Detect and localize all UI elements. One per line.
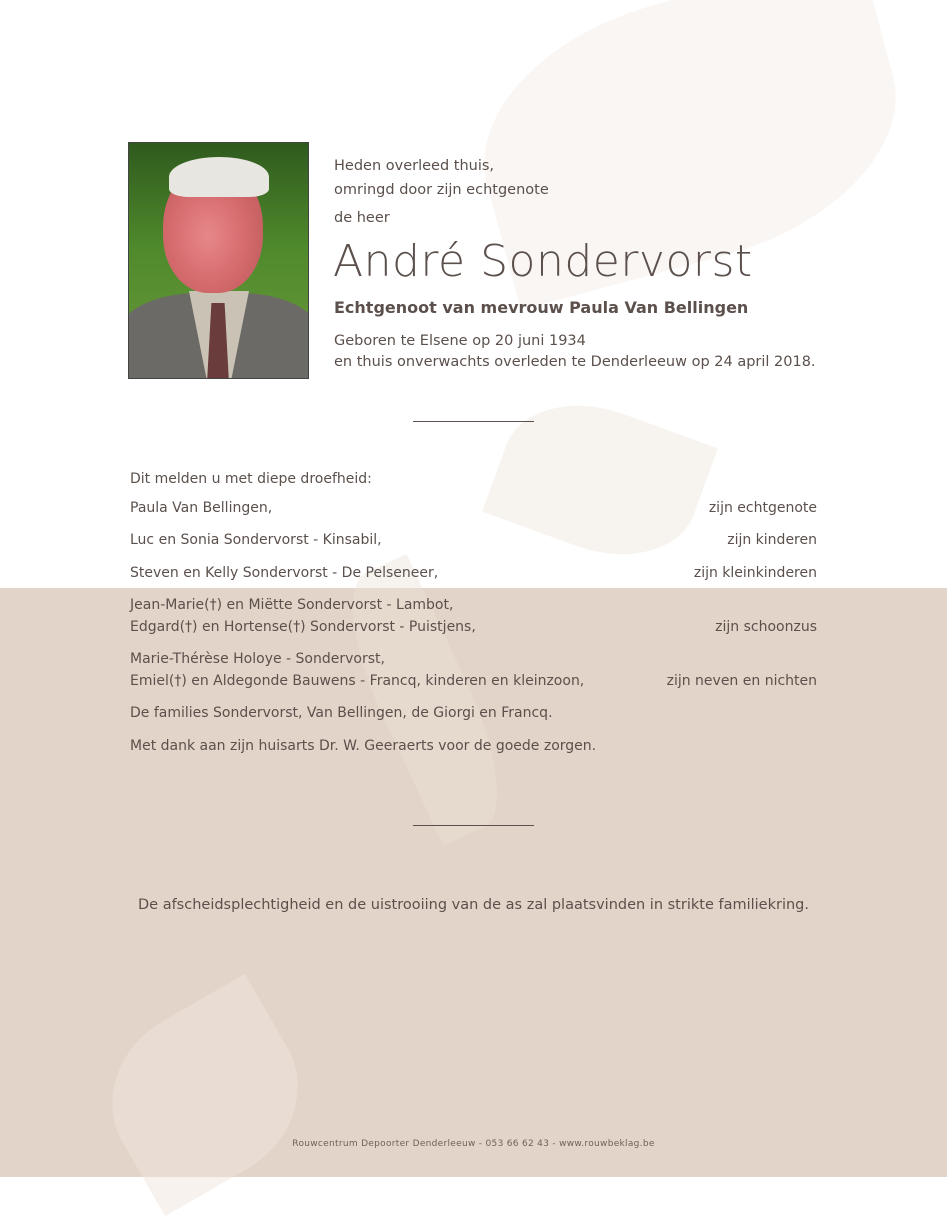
family-names: Luc en Sonia Sondervorst - Kinsabil, bbox=[130, 532, 382, 548]
family-relation: zijn schoonzus bbox=[715, 619, 817, 635]
family-relation: zijn kinderen bbox=[727, 532, 817, 548]
portrait-photo bbox=[128, 142, 309, 379]
death-line: en thuis onverwachts overleden te Denderleeuw op 24 april 2018. bbox=[334, 354, 816, 370]
announcement: Dit melden u met diepe droefheid: bbox=[130, 471, 372, 487]
family-relation: zijn neven en nichten bbox=[666, 673, 817, 689]
family-relation: zijn echtgenote bbox=[708, 500, 817, 516]
family-names: Jean-Marie(†) en Miëtte Sondervorst - Lambot, bbox=[130, 597, 454, 613]
family-names: Marie-Thérèse Holoye - Sondervorst, bbox=[130, 651, 385, 667]
family-names: Emiel(†) en Aldegonde Bauwens - Francq, kinderen en kleinzoon, bbox=[130, 673, 585, 689]
family-names: Edgard(†) en Hortense(†) Sondervorst - Puistjens, bbox=[130, 619, 476, 635]
families-line: De families Sondervorst, Van Bellingen, de Giorgi en Francq. bbox=[130, 705, 553, 721]
divider bbox=[413, 825, 534, 826]
leaf-decoration bbox=[482, 380, 718, 580]
birth-line: Geboren te Elsene op 20 juni 1934 bbox=[334, 333, 586, 349]
divider bbox=[413, 421, 534, 422]
footer-funeral-home: Rouwcentrum Depoorter Denderleeuw - 053 66 62 43 - www.rouwbeklag.be bbox=[292, 1139, 655, 1149]
thanks-line: Met dank aan zijn huisarts Dr. W. Geeraerts voor de goede zorgen. bbox=[130, 738, 597, 754]
family-names: Steven en Kelly Sondervorst - De Pelseneer, bbox=[130, 565, 439, 581]
family-relation: zijn kleinkinderen bbox=[693, 565, 817, 581]
deceased-name: André Sondervorst bbox=[333, 236, 753, 287]
family-names: Paula Van Bellingen, bbox=[130, 500, 273, 516]
intro-line: de heer bbox=[334, 210, 390, 226]
intro-line: omringd door zijn echtgenote bbox=[334, 182, 549, 198]
ceremony-note: De afscheidsplechtigheid en de uistrooiing van de as zal plaatsvinden in strikte familiekring. bbox=[138, 897, 809, 913]
intro-line: Heden overleed thuis, bbox=[334, 158, 495, 174]
spouse-line: Echtgenoot van mevrouw Paula Van Bellingen bbox=[334, 298, 749, 317]
